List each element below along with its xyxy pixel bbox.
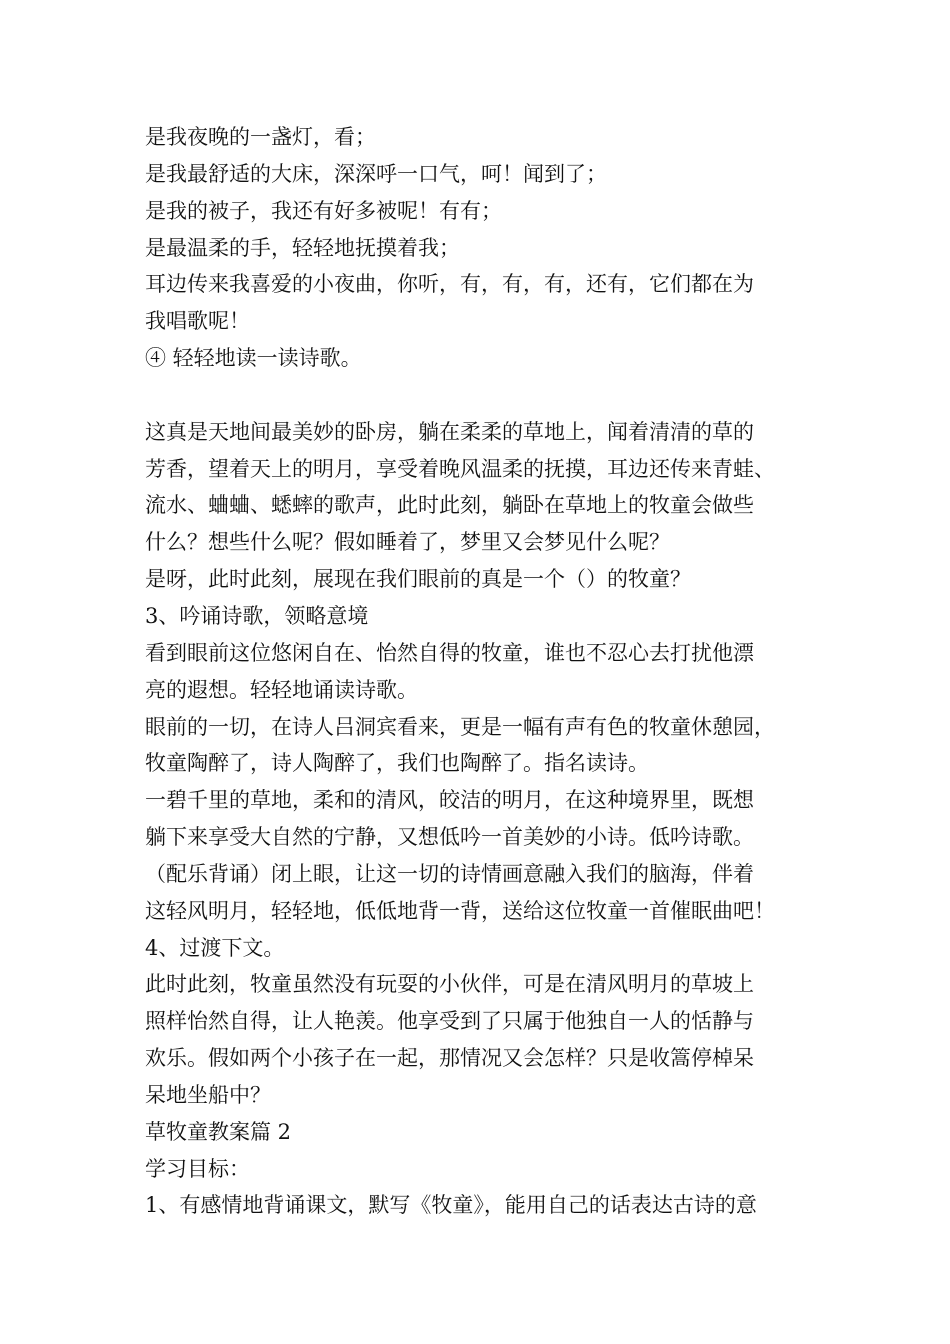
text-line: 流水、蛐蛐、蟋蟀的歌声，此时此刻，躺卧在草地上的牧童会做些 [145,493,754,518]
text-line: 看到眼前这位悠闲自在、怡然自得的牧童，谁也不忍心去打扰他漂 [145,640,754,665]
text-line: 草牧童教案篇 2 [145,1119,292,1144]
text-line: 是呀，此时此刻，展现在我们眼前的真是一个（）的牧童？ [145,567,691,592]
text-line: 躺下来享受大自然的宁静，又想低吟一首美妙的小诗。低吟诗歌。 [145,825,754,850]
text-line: 1、有感情地背诵课文，默写《牧童》，能用自己的话表达古诗的意 [145,1193,757,1218]
text-line: 是我夜晚的一盏灯，看； [145,125,376,149]
text-line: ④ 轻轻地读一读诗歌。 [145,346,362,371]
text-line: 一碧千里的草地，柔和的清风，皎洁的明月，在这种境界里，既想 [145,788,754,813]
text-line: 欢乐。假如两个小孩子在一起，那情况又会怎样？只是收篙停棹呆 [145,1046,754,1071]
text-line: 4、过渡下文。 [145,935,285,960]
blank-line [145,377,825,414]
text-line: 是我的被子，我还有好多被呢！有有； [145,198,502,223]
text-line: 眼前的一切，在诗人吕洞宾看来，更是一幅有声有色的牧童休憩园， [145,714,775,739]
text-line: 此时此刻，牧童虽然没有玩耍的小伙伴，可是在清风明月的草坡上 [145,972,754,997]
text-line: 呆地坐船中？ [145,1082,271,1107]
text-line: （配乐背诵）闭上眼，让这一切的诗情画意融入我们的脑海，伴着 [145,861,754,886]
text-line: 我唱歌呢！ [145,309,250,334]
text-line: 芳香，望着天上的明月，享受着晚风温柔的抚摸，耳边还传来青蛙、 [145,456,775,481]
text-line: 牧童陶醉了，诗人陶醉了，我们也陶醉了。指名读诗。 [145,751,649,776]
text-line: 耳边传来我喜爱的小夜曲，你听，有，有，有，还有，它们都在为 [145,272,754,297]
text-line: 这真是天地间最美妙的卧房，躺在柔柔的草地上，闻着清清的草的 [145,419,754,444]
text-line: 是我最舒适的大床，深深呼一口气，呵！闻到了； [145,161,607,186]
text-line: 照样怡然自得，让人艳羡。他享受到了只属于他独自一人的恬静与 [145,1009,754,1034]
text-line: 3、吟诵诗歌，领略意境 [145,603,369,628]
text-line: 学习目标： [145,1156,250,1181]
text-line: 这轻风明月，轻轻地，低低地背一背，送给这位牧童一首催眠曲吧！ [145,898,775,923]
text-line: 是最温柔的手，轻轻地抚摸着我； [145,235,460,260]
document-body [145,119,825,1224]
text-line: 亮的遐想。轻轻地诵读诗歌。 [145,677,418,702]
text-line: 什么？想些什么呢？假如睡着了，梦里又会梦见什么呢？ [145,530,670,555]
